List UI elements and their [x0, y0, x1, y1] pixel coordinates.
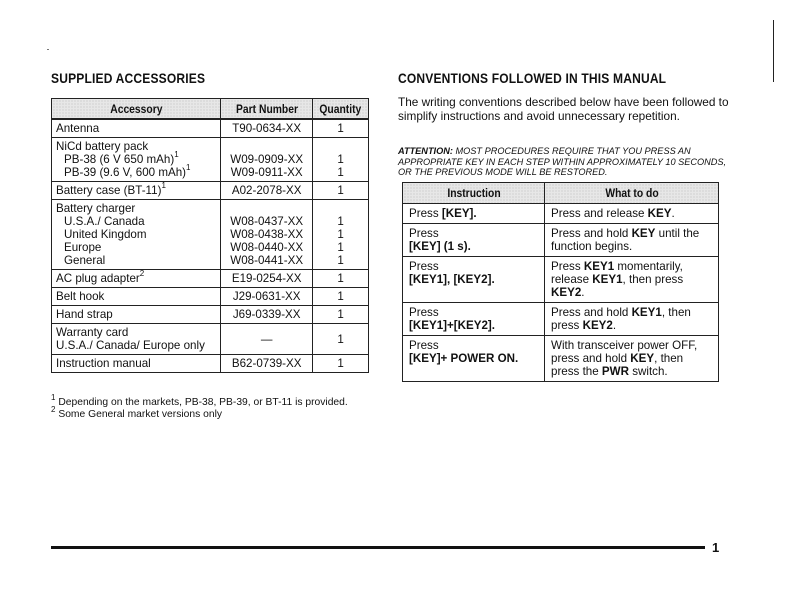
page-number: 1 [712, 540, 720, 555]
accessory-row [52, 182, 369, 200]
what-to-do-cell: Press and hold KEY until the function begins. [545, 224, 719, 257]
instruction-cell: Press [KEY1]+[KEY2]. [403, 303, 545, 336]
quantity: 1 [313, 355, 369, 373]
instruction-cell: Press [KEY]. [403, 204, 545, 224]
instruction-cell: Press [KEY1], [KEY2]. [403, 257, 545, 303]
quantity: 1 1 [313, 138, 369, 182]
footnote-1: $^1$ Depending on the markets, PB-38, PB-39, or BT-11 is provided. [51, 392, 348, 408]
conventions-header-row [403, 183, 719, 204]
part-number: T90-0634-XX [221, 119, 313, 138]
accessories-header-row [52, 99, 369, 120]
conventions-intro: The writing conventions described below have been followed to simplify instructions and avoid unnecessary repetition. [398, 95, 729, 123]
part-number: B62-0739-XX [221, 355, 313, 373]
accessory-row [52, 119, 369, 138]
quantity: 1 [313, 324, 369, 355]
accessory-row [52, 200, 369, 270]
accessory-row [52, 288, 369, 306]
accessory-name: AC plug adapter$^2$ [52, 270, 221, 288]
accessory-name: Battery charger U.S.A./ Canada United Kingdom Europe General [52, 200, 221, 270]
part-number: A02-2078-XX [221, 182, 313, 200]
what-to-do-cell: Press and release KEY. [545, 204, 719, 224]
accessory-row [52, 270, 369, 288]
quantity: 1 [313, 288, 369, 306]
convention-row [403, 303, 719, 336]
accessory-name: NiCd battery pack PB-38 (6 V 650 mAh)$^1$ PB-39 (9.6 V, 600 mAh)$^1$ [52, 138, 221, 182]
scan-speck [47, 49, 49, 50]
part-number: E19-0254-XX [221, 270, 313, 288]
part-number: — [221, 324, 313, 355]
accessories-table [51, 98, 369, 373]
convention-row [403, 257, 719, 303]
accessory-name: Hand strap [52, 306, 221, 324]
footnote-2: $^2$ Some General market versions only [51, 404, 223, 420]
quantity: 1 [313, 270, 369, 288]
col-header-instruction: Instruction [403, 183, 545, 204]
accessory-name: Instruction manual [52, 355, 221, 373]
quantity: 1 [313, 306, 369, 324]
accessory-row [52, 324, 369, 355]
what-to-do-cell: Press and hold KEY1, then press KEY2. [545, 303, 719, 336]
conventions-heading: CONVENTIONS FOLLOWED IN THIS MANUAL [398, 70, 667, 86]
quantity: 1 [313, 119, 369, 138]
quantity: 1 [313, 182, 369, 200]
quantity: 1 1 1 1 [313, 200, 369, 270]
col-header-quantity: Quantity [313, 99, 369, 120]
instruction-cell: Press [KEY]+ POWER ON. [403, 336, 545, 382]
part-number: J69-0339-XX [221, 306, 313, 324]
col-header-part-number: Part Number [221, 99, 313, 120]
accessory-name: Belt hook [52, 288, 221, 306]
supplied-accessories-heading: SUPPLIED ACCESSORIES [51, 70, 206, 86]
attention-note: ATTENTION: MOST PROCEDURES REQUIRE THAT YOU PRESS AN APPROPRIATE KEY IN EACH STEP WITHIN APPROXIMATELY 10 SECONDS, OR THE PREVIOUS MODE WILL BE RESTORED. [398, 146, 727, 177]
what-to-do-cell: With transceiver power OFF, press and hold KEY, then press the PWR switch. [545, 336, 719, 382]
convention-row [403, 336, 719, 382]
part-number: W09-0909-XX W09-0911-XX [221, 138, 313, 182]
convention-row [403, 204, 719, 224]
conventions-table [402, 182, 719, 382]
accessory-name: Warranty card U.S.A./ Canada/ Europe only [52, 324, 221, 355]
footnotes [51, 392, 348, 421]
accessory-row [52, 306, 369, 324]
footer-rule [51, 546, 705, 549]
what-to-do-cell: Press KEY1 momentarily, release KEY1, then press KEY2. [545, 257, 719, 303]
edge-mark [773, 20, 774, 82]
accessory-name: Antenna [52, 119, 221, 138]
part-number: J29-0631-XX [221, 288, 313, 306]
accessory-row [52, 138, 369, 182]
convention-row [403, 224, 719, 257]
accessory-row [52, 355, 369, 373]
col-header-what-to-do: What to do [545, 183, 719, 204]
part-number: W08-0437-XX W08-0438-XX W08-0440-XX W08-0441-XX [221, 200, 313, 270]
accessory-name: Battery case $(BT-11)^1$ [52, 182, 221, 200]
instruction-cell: Press [KEY] (1 s). [403, 224, 545, 257]
col-header-accessory: Accessory [52, 99, 221, 120]
